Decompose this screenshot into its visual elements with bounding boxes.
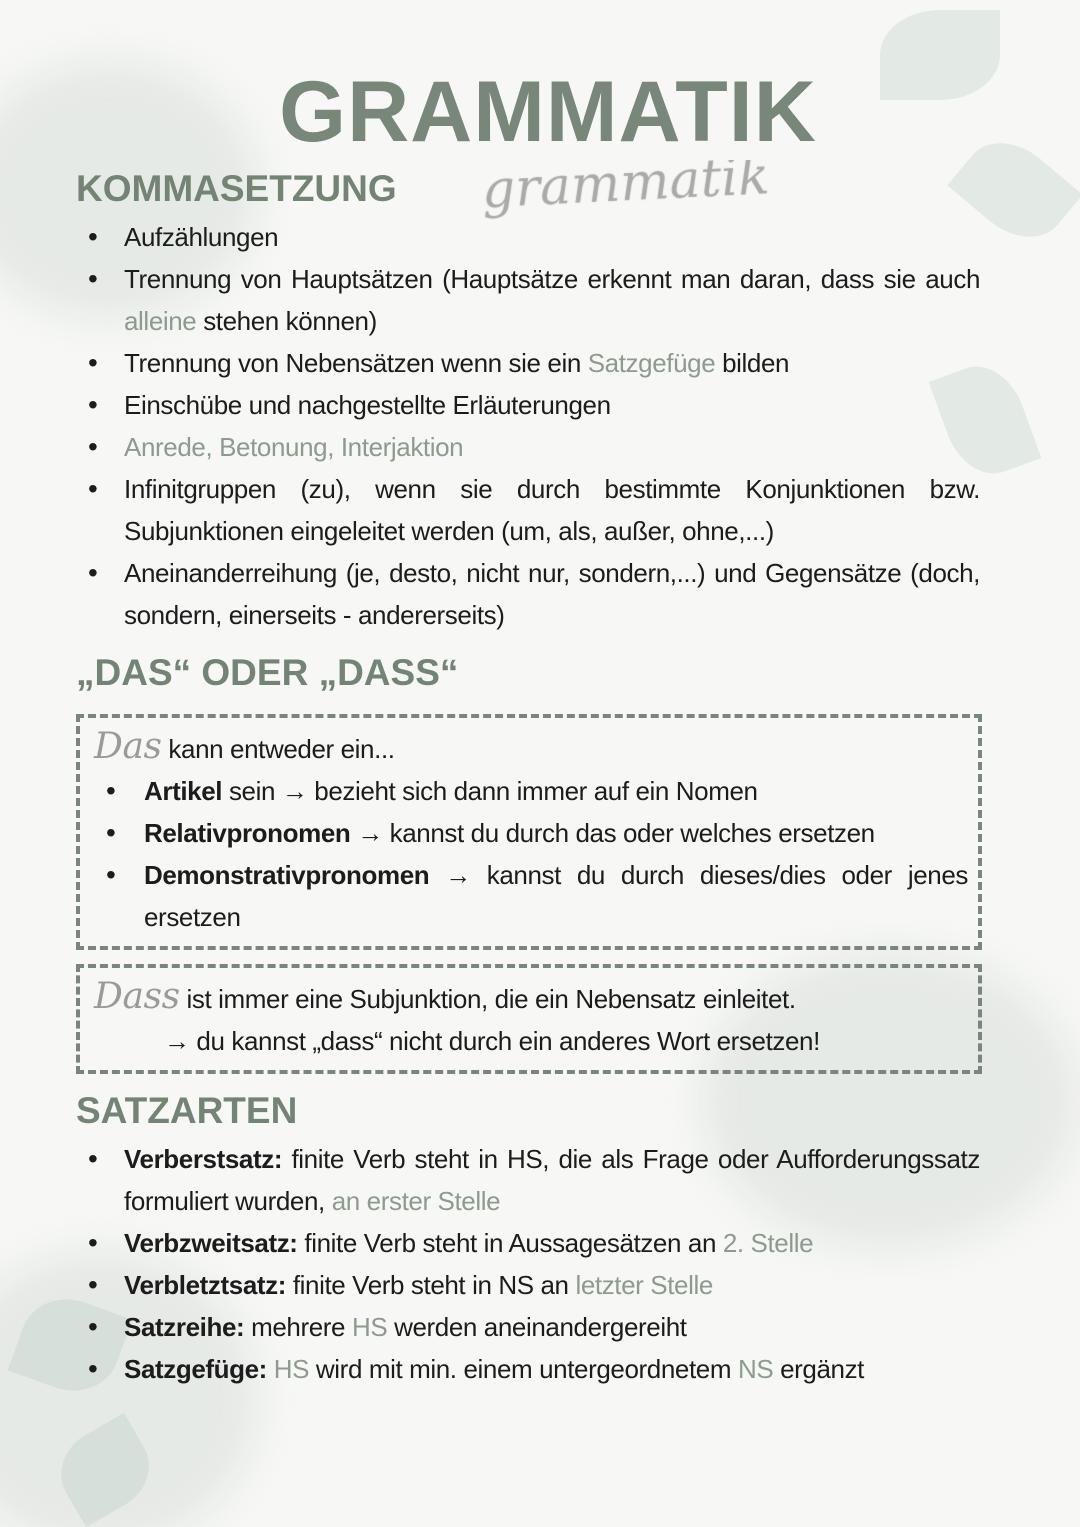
text: mehrere <box>244 1312 352 1342</box>
term: Verbletztsatz: <box>124 1270 287 1300</box>
list-item <box>76 552 980 636</box>
das-list <box>94 770 968 938</box>
text: finite Verb steht in HS, die als Frage oder Aufforderungssatz formuliert wurden, <box>124 1144 980 1216</box>
list-item <box>76 1348 980 1390</box>
satzarten-heading-row <box>76 1088 980 1138</box>
highlight-text: HS <box>351 1312 388 1342</box>
text: → kannst du durch dieses/dies oder jenes ersetzen <box>144 860 968 932</box>
text: → kannst du durch das oder welches ersetzen <box>350 818 875 848</box>
highlight-text: NS <box>737 1354 774 1384</box>
highlight-text: HS <box>273 1354 310 1384</box>
highlight-text: alleine <box>124 306 197 336</box>
text: sein → bezieht sich dann immer auf ein Nomen <box>222 776 758 806</box>
list-item <box>76 1306 980 1348</box>
text: ergänzt <box>773 1354 865 1384</box>
text: wird mit min. einem untergeordnetem <box>309 1354 738 1384</box>
title-row <box>76 62 980 166</box>
dass-signature: Dass <box>94 976 180 1017</box>
list-item <box>76 258 980 342</box>
text: bilden <box>715 348 790 378</box>
das-dass-heading-row <box>76 650 980 700</box>
text: stehen können) <box>196 306 377 336</box>
text: werden aneinandergereiht <box>387 1312 687 1342</box>
text: finite Verb steht in Aussagesätzen an <box>297 1228 723 1258</box>
list-item <box>76 1138 980 1222</box>
list-item <box>94 812 968 854</box>
kommasetzung-list <box>76 216 980 636</box>
dass-box <box>76 964 982 1074</box>
heading-satzarten: SATZARTEN <box>76 1090 298 1131</box>
list-item <box>76 468 980 552</box>
highlight-text: an erster Stelle <box>331 1186 501 1216</box>
dass-line1: ist immer eine Subjunktion, die ein Nebensatz einleitet. <box>179 984 796 1014</box>
highlight-text: Anrede, Betonung, Interjaktion <box>124 432 464 462</box>
text: finite Verb steht in NS an <box>286 1270 576 1300</box>
text <box>267 1354 274 1384</box>
text: Aneinanderreihung (je, desto, nicht nur, sondern,...) und Gegensätze (doch, sondern, einerseits - andererseits) <box>124 558 980 630</box>
heading-kommasetzung: KOMMASETZUNG <box>76 168 397 209</box>
list-item <box>76 342 980 384</box>
term: Artikel <box>144 776 223 806</box>
text: Trennung von Hauptsätzen (Hauptsätze erkennt man daran, dass sie auch <box>124 264 980 294</box>
term: Verbzweitsatz: <box>124 1228 298 1258</box>
title-script-lettering <box>476 160 806 222</box>
heading-das-dass: „DAS“ ODER „DASS“ <box>76 652 459 693</box>
highlight-text: Satzgefüge <box>587 348 716 378</box>
dass-line2: → du kannst „dass“ nicht durch ein anderes Wort ersetzen! <box>164 1026 820 1056</box>
term: Relativpronomen <box>144 818 351 848</box>
text: Infinitgruppen (zu), wenn sie durch bestimmte Konjunktionen bzw. Subjunktionen eingeleitet werden (um, als, außer, ohne,...) <box>124 474 980 546</box>
das-signature: Das <box>94 726 162 767</box>
kommasetzung-heading-row <box>76 166 980 216</box>
list-item <box>76 1222 980 1264</box>
list-item <box>76 1264 980 1306</box>
term: Verberstsatz: <box>124 1144 283 1174</box>
list-item <box>76 426 980 468</box>
term: Satzreihe: <box>124 1312 245 1342</box>
das-box <box>76 714 982 950</box>
das-intro: kann entweder ein... <box>161 734 395 764</box>
text: Aufzählungen <box>124 222 279 252</box>
satzarten-list <box>76 1138 980 1390</box>
highlight-text: 2. Stelle <box>722 1228 814 1258</box>
list-item <box>76 216 980 258</box>
list-item <box>76 384 980 426</box>
term: Demonstrativpronomen <box>144 860 430 890</box>
list-item <box>94 770 968 812</box>
text: Einschübe und nachgestellte Erläuterungen <box>124 390 611 420</box>
highlight-text: letzter Stelle <box>575 1270 713 1300</box>
text: Trennung von Nebensätzen wenn sie ein <box>124 348 588 378</box>
page-title: GRAMMATIK <box>279 64 817 160</box>
list-item <box>94 854 968 938</box>
term: Satzgefüge: <box>124 1354 267 1384</box>
